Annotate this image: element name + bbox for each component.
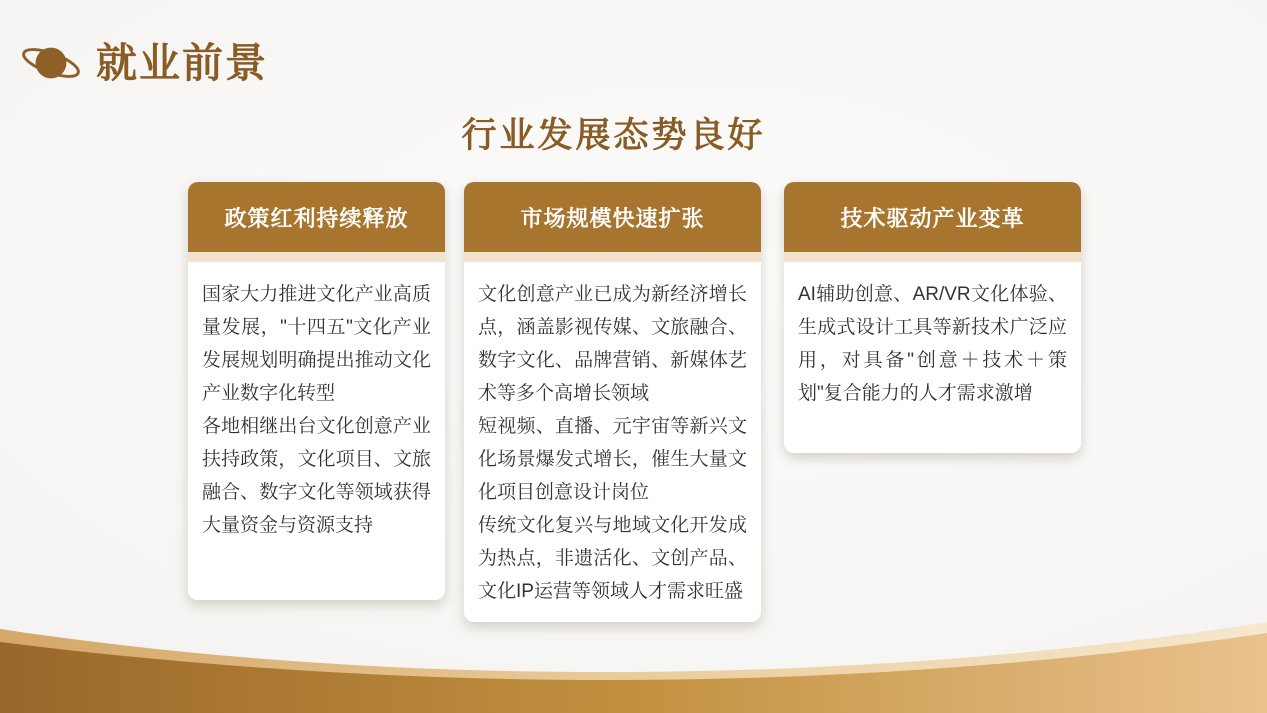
card-market-body	[464, 262, 761, 622]
section-subtitle: 行业发展态势良好	[461, 116, 766, 155]
card-technology	[784, 182, 1081, 453]
card-technology-body	[784, 262, 1081, 453]
card-paragraph: 短视频、直播、元宇宙等新兴文化场景爆发式增长，催生大量文化项目创意设计岗位	[478, 416, 747, 503]
card-market-title: 市场规模快速扩张	[464, 182, 761, 252]
page-title: 就业前景	[96, 39, 268, 86]
card-accent-strip	[784, 252, 1081, 262]
card-technology-title: 技术驱动产业变革	[784, 182, 1081, 252]
card-accent-strip	[188, 252, 445, 262]
card-paragraph: 国家大力推进文化产业高质量发展，"十四五"文化产业发展规划明确提出推动文化产业数字化转型	[202, 284, 431, 404]
page-header	[20, 36, 268, 90]
card-market	[464, 182, 761, 622]
card-policy-body	[188, 262, 445, 600]
card-paragraph: 各地相继出台文化创意产业扶持政策，文化项目、文旅融合、数字文化等领域获得大量资金与资源支持	[202, 416, 431, 536]
card-accent-strip	[464, 252, 761, 262]
card-paragraph: AI辅助创意、AR/VR文化体验、生成式设计工具等新技术广泛应用，对具备"创意＋技术＋策划"复合能力的人才需求激增	[798, 284, 1067, 404]
card-paragraph: 文化创意产业已成为新经济增长点，涵盖影视传媒、文旅融合、数字文化、品牌营销、新媒体艺术等多个高增长领域	[478, 284, 747, 404]
bottom-wave-decoration	[0, 613, 1267, 713]
planet-icon	[20, 36, 82, 90]
card-policy	[188, 182, 445, 600]
card-policy-title: 政策红利持续释放	[188, 182, 445, 252]
card-paragraph: 传统文化复兴与地域文化开发成为热点，非遗活化、文创产品、文化IP运营等领域人才需求旺盛	[478, 515, 747, 602]
